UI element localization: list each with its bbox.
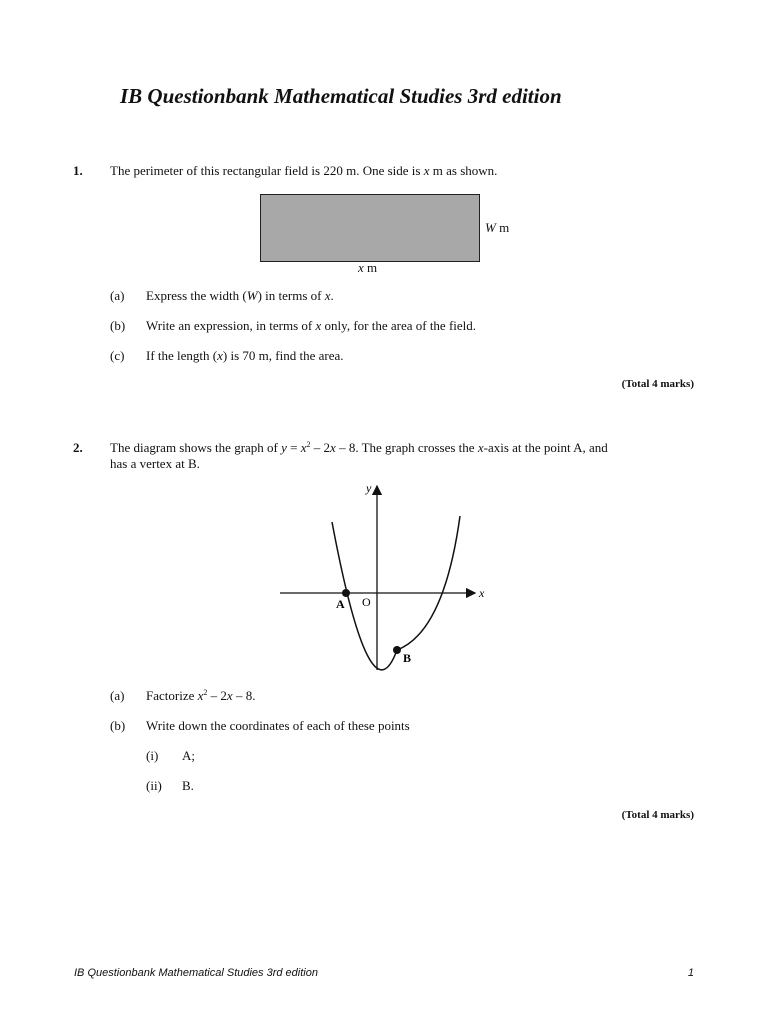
q1-part-b-label: (b) (110, 318, 126, 333)
q2-subpart-i-label: (i) (146, 748, 159, 763)
q1-total-marks: (Total 4 marks) (621, 378, 694, 390)
question-2-stem-line2: has a vertex at B. (110, 456, 200, 471)
q1-part-b-text: Write an expression, in terms of x only, for the area of the field. (146, 318, 477, 333)
q1-part-a-text: Express the width (W) in terms of x. (146, 288, 334, 303)
q2-part-b-text: Write down the coordinates of each of these points (146, 718, 410, 733)
origin-label: O (362, 595, 371, 609)
q2-subpart-ii-text: B. (182, 778, 194, 793)
q1-part-a-label: (a) (110, 288, 125, 303)
q2-part-a-label: (a) (110, 688, 125, 703)
q2-part-b-label: (b) (110, 718, 126, 733)
point-a-label: A (336, 597, 345, 611)
page-number: 1 (687, 967, 694, 979)
q2-subpart-i-text: A; (182, 748, 195, 763)
parabola-graph (270, 476, 500, 676)
point-b-marker (393, 646, 401, 654)
point-b-label: B (403, 651, 412, 665)
point-a-marker (342, 589, 350, 597)
y-axis-label: y (366, 481, 372, 495)
q2-total-marks: (Total 4 marks) (621, 809, 694, 821)
q2-part-a-text: Factorize $x^2 - 2x - 8$. (146, 688, 256, 703)
question-2-number: 2. (73, 440, 83, 455)
length-label: x m (358, 260, 378, 275)
page-title: IB Questionbank Mathematical Studies 3rd edition (120, 84, 562, 108)
question-2-stem-line1: The diagram shows the graph of $y = x^2 - 2x - 8$. The graph crosses the x-axis at the point A, and (110, 440, 608, 455)
rectangular-field-diagram (260, 194, 480, 262)
q1-part-c-label: (c) (110, 348, 125, 363)
width-label: W m (485, 220, 510, 235)
question-1-stem: The perimeter of this rectangular field is 220 m. One side is x m as shown. (110, 163, 498, 178)
question-1-number: 1. (73, 163, 83, 178)
q2-subpart-ii-label: (ii) (146, 778, 162, 793)
x-axis-label: x (479, 586, 485, 600)
q1-part-c-text: If the length (x) is 70 m, find the area. (146, 348, 344, 363)
footer-title: IB Questionbank Mathematical Studies 3rd edition (74, 967, 318, 979)
